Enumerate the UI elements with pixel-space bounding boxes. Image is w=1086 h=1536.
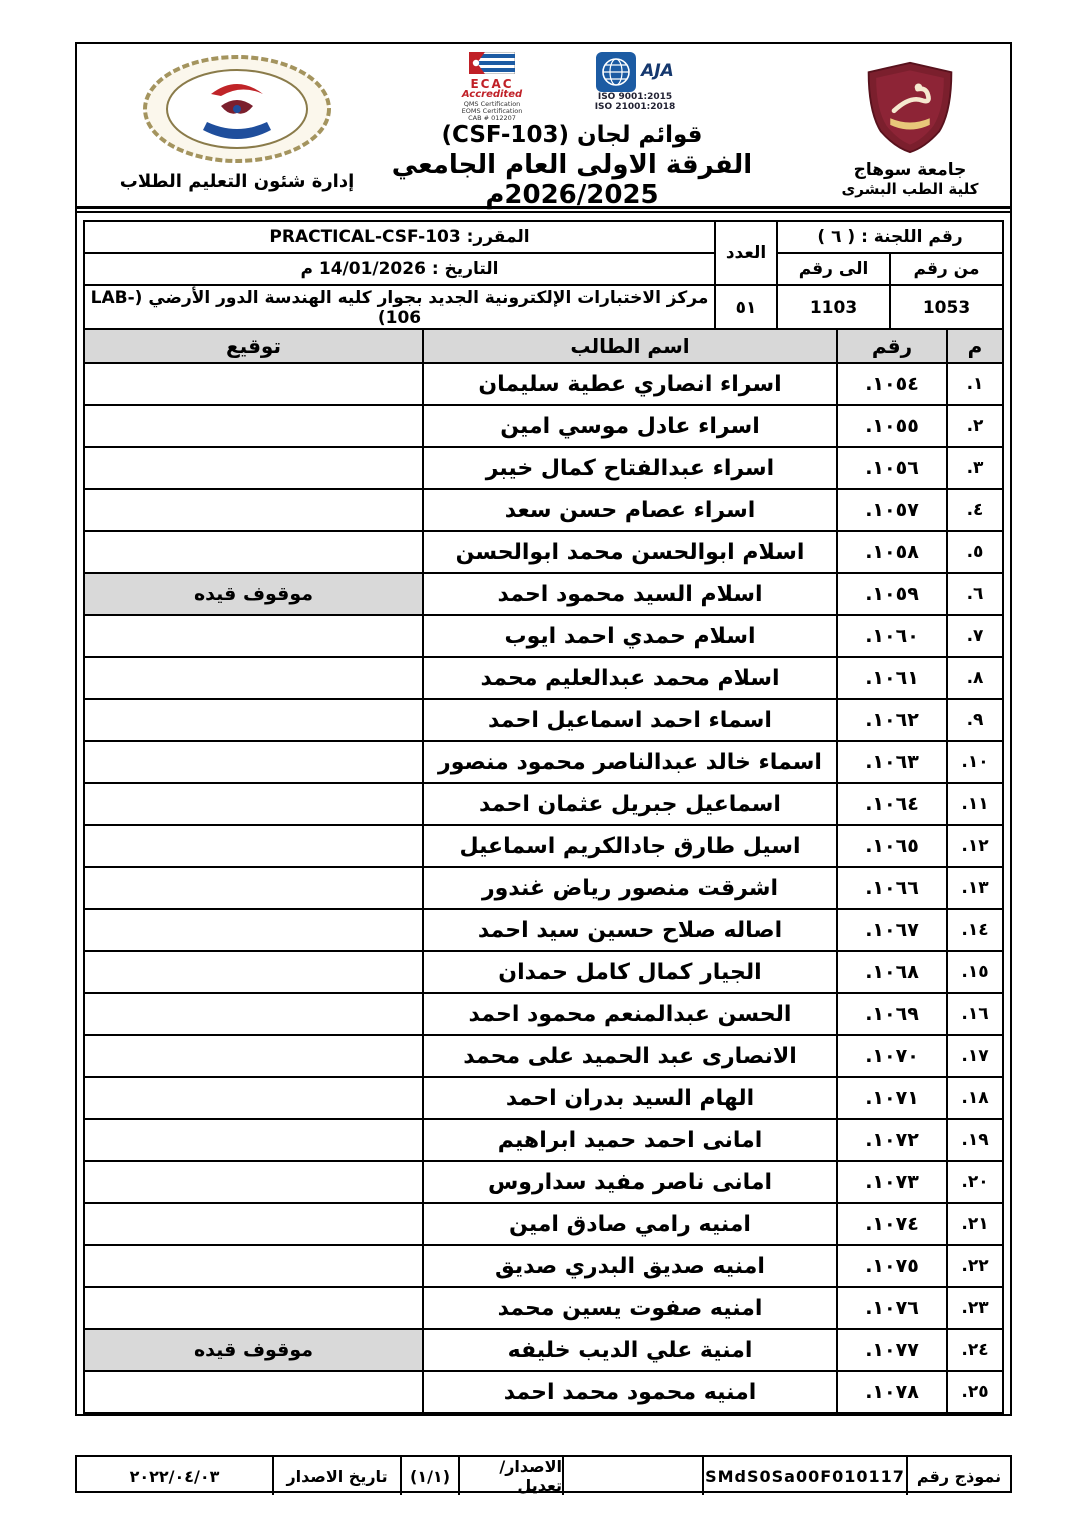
row-index: ١١. — [947, 783, 1003, 825]
row-number: ١٠٥٥. — [837, 405, 947, 447]
table-row — [84, 1287, 1003, 1329]
row-student-name: اسلام محمد عبدالعليم محمد — [423, 657, 837, 699]
students-table — [83, 328, 1004, 1414]
row-student-name: امنيه صفوت يسين محمد — [423, 1287, 837, 1329]
row-index: ٤. — [947, 489, 1003, 531]
table-row — [84, 993, 1003, 1035]
row-number: ١٠٧٤. — [837, 1203, 947, 1245]
row-signature — [84, 405, 423, 447]
row-index: ١. — [947, 363, 1003, 405]
row-number: ١٠٦٠. — [837, 615, 947, 657]
page-frame — [75, 42, 1012, 1416]
row-number: ١٠٦١. — [837, 657, 947, 699]
row-student-name: اسراء انصاري عطية سليمان — [423, 363, 837, 405]
committee-number: رقم اللجنة : ( ٦ ) — [777, 221, 1003, 253]
row-index: ٢٠. — [947, 1161, 1003, 1203]
row-student-name: امنية علي الديب خليفه — [423, 1329, 837, 1371]
row-index: ٢٣. — [947, 1287, 1003, 1329]
exam-location: مركز الاختبارات الإلكترونية الجديد بجوار كليه الهندسة الدور الأرضي (LAB-106) — [84, 285, 715, 331]
row-signature — [84, 531, 423, 573]
row-student-name: الهام السيد بدران احمد — [423, 1077, 837, 1119]
table-row — [84, 615, 1003, 657]
table-row — [84, 657, 1003, 699]
row-signature — [84, 699, 423, 741]
row-student-name: اصاله صلاح حسين سيد احمد — [423, 909, 837, 951]
row-student-name: امانى احمد حميد ابراهيم — [423, 1119, 837, 1161]
form-number-label: نموذج رقم — [906, 1457, 1010, 1495]
row-index: ١٢. — [947, 825, 1003, 867]
row-number: ١٠٧٢. — [837, 1119, 947, 1161]
ecac-cert-line: EOMS Certification — [461, 106, 523, 115]
row-student-name: اسماء احمد اسماعيل احمد — [423, 699, 837, 741]
from-number-label: من رقم — [890, 253, 1003, 285]
col-header-index: م — [947, 329, 1003, 363]
issue-date-value: ٢٠٢٢/٠٤/٠٣ — [129, 1466, 220, 1486]
row-index: ٩. — [947, 699, 1003, 741]
row-student-name: امنيه صديق البدري صديق — [423, 1245, 837, 1287]
count-label: العدد — [715, 221, 777, 285]
row-student-name: اسلام السيد محمود احمد — [423, 573, 837, 615]
row-number: ١٠٦٣. — [837, 741, 947, 783]
row-signature — [84, 1161, 423, 1203]
row-index: ٨. — [947, 657, 1003, 699]
row-signature — [84, 447, 423, 489]
row-signature: موقوف قيده — [84, 1329, 423, 1371]
table-row — [84, 867, 1003, 909]
col-header-signature: توقيع — [84, 329, 423, 363]
row-number: ١٠٧٨. — [837, 1371, 947, 1413]
table-row — [84, 1371, 1003, 1413]
ecac-name: ECAC — [470, 76, 514, 91]
table-row — [84, 909, 1003, 951]
row-signature — [84, 867, 423, 909]
revision-label: الاصدار/تعديل — [458, 1457, 562, 1495]
row-signature — [84, 1371, 423, 1413]
row-index: ٧. — [947, 615, 1003, 657]
sohag-university-shield-icon — [862, 60, 958, 154]
document-header — [77, 44, 1010, 210]
faculty-name: كلية الطب البشرى — [841, 180, 979, 198]
aja-globe-icon — [596, 52, 636, 92]
from-number-value: 1053 — [890, 285, 1003, 331]
row-student-name: اسراء عادل موسي امين — [423, 405, 837, 447]
row-student-name: اسماء خالد عبدالناصر محمود منصور — [423, 741, 837, 783]
table-row — [84, 1035, 1003, 1077]
ecac-cert-line: QMS Certification — [463, 99, 521, 108]
row-student-name: اسلام ابوالحسن محمد ابوالحسن — [423, 531, 837, 573]
row-number: ١٠٥٦. — [837, 447, 947, 489]
row-index: ٢٤. — [947, 1329, 1003, 1371]
aja-registrars-logo — [570, 52, 700, 113]
footer-empty-cell — [562, 1457, 702, 1495]
row-number: ١٠٧٥. — [837, 1245, 947, 1287]
document-footer — [75, 1455, 1012, 1493]
row-signature — [84, 1287, 423, 1329]
university-logo-block — [826, 60, 994, 198]
students-tbody — [84, 363, 1003, 1413]
exam-date: التاريخ : 14/01/2026 م — [84, 253, 715, 285]
row-number: ١٠٧١. — [837, 1077, 947, 1119]
row-number: ١٠٦٤. — [837, 783, 947, 825]
table-row — [84, 783, 1003, 825]
row-signature — [84, 657, 423, 699]
row-index: ١٩. — [947, 1119, 1003, 1161]
row-index: ١٦. — [947, 993, 1003, 1035]
row-number: ١٠٦٨. — [837, 951, 947, 993]
table-row — [84, 1119, 1003, 1161]
row-index: ٥. — [947, 531, 1003, 573]
row-signature — [84, 909, 423, 951]
row-student-name: اسماعيل جبريل عثمان احمد — [423, 783, 837, 825]
row-student-name: الحسن عبدالمنعم محمود احمد — [423, 993, 837, 1035]
row-index: ١٨. — [947, 1077, 1003, 1119]
table-row — [84, 489, 1003, 531]
aja-iso-line: ISO 21001:2018 — [594, 102, 676, 113]
exam-info-table — [83, 220, 1004, 332]
count-value: ٥١ — [715, 285, 777, 331]
table-row — [84, 1245, 1003, 1287]
aja-iso-line: ISO 9001:2015 — [597, 92, 673, 102]
row-number: ١٠٧٦. — [837, 1287, 947, 1329]
table-row — [84, 531, 1003, 573]
row-index: ١٧. — [947, 1035, 1003, 1077]
certification-logos-row — [377, 52, 767, 122]
row-index: ١٤. — [947, 909, 1003, 951]
row-index: ١٥. — [947, 951, 1003, 993]
row-index: ٢٢. — [947, 1245, 1003, 1287]
row-number: ١٠٥٩. — [837, 573, 947, 615]
row-number: ١٠٥٨. — [837, 531, 947, 573]
table-row — [84, 1077, 1003, 1119]
row-signature: موقوف قيده — [84, 573, 423, 615]
university-name: جامعة سوهاج — [853, 160, 967, 180]
row-student-name: اشرقت منصور رياض غندور — [423, 867, 837, 909]
row-student-name: الجيار كمال كامل حمدان — [423, 951, 837, 993]
row-signature — [84, 363, 423, 405]
table-row — [84, 405, 1003, 447]
row-signature — [84, 489, 423, 531]
table-row — [84, 1329, 1003, 1371]
row-signature — [84, 993, 423, 1035]
to-number-value: 1103 — [777, 285, 890, 331]
row-number: ١٠٧٠. — [837, 1035, 947, 1077]
form-code: SMdS0Sa00F010117 — [702, 1457, 906, 1495]
row-index: ٢١. — [947, 1203, 1003, 1245]
ecac-accreditation-logo — [444, 52, 540, 121]
row-number: ١٠٦٥. — [837, 825, 947, 867]
row-signature — [84, 1119, 423, 1161]
row-number: ١٠٦٢. — [837, 699, 947, 741]
ecac-accredited-label: Accredited — [461, 89, 523, 101]
row-index: ٢٥. — [947, 1371, 1003, 1413]
faculty-seal-block — [103, 54, 371, 192]
table-row — [84, 951, 1003, 993]
row-student-name: اسراء عصام حسن سعد — [423, 489, 837, 531]
table-row — [84, 363, 1003, 405]
to-number-label: الى رقم — [777, 253, 890, 285]
faculty-of-medicine-seal-icon — [141, 54, 333, 164]
row-student-name: اسلام حمدي احمد ايوب — [423, 615, 837, 657]
row-signature — [84, 783, 423, 825]
row-number: ١٠٦٦. — [837, 867, 947, 909]
row-index: ٢. — [947, 405, 1003, 447]
row-number: ١٠٧٣. — [837, 1161, 947, 1203]
row-signature — [84, 615, 423, 657]
row-signature — [84, 741, 423, 783]
row-index: ١٠. — [947, 741, 1003, 783]
row-student-name: امانى ناصر مفيد سداروس — [423, 1161, 837, 1203]
row-signature — [84, 1035, 423, 1077]
table-row — [84, 699, 1003, 741]
row-number: ١٠٥٤. — [837, 363, 947, 405]
row-signature — [84, 825, 423, 867]
row-student-name: امنيه رامي صادق امين — [423, 1203, 837, 1245]
row-index: ٦. — [947, 573, 1003, 615]
table-row — [84, 1161, 1003, 1203]
table-header-row — [84, 329, 1003, 363]
header-divider — [77, 206, 1010, 213]
table-row — [84, 573, 1003, 615]
header-center-block — [377, 52, 767, 210]
document-subtitle: الفرقة الاولى العام الجامعي 2026/2025م — [391, 150, 753, 210]
document-title: قوائم لجان (CSF-103) — [441, 122, 703, 148]
course-line: المقرر: PRACTICAL-CSF-103 — [84, 221, 715, 253]
ecac-flag-icon — [469, 52, 515, 74]
row-number: ١٠٦٩. — [837, 993, 947, 1035]
row-number: ١٠٧٧. — [837, 1329, 947, 1371]
row-signature — [84, 1203, 423, 1245]
row-student-name: الانصارى عبد الحميد على محمد — [423, 1035, 837, 1077]
row-signature — [84, 1245, 423, 1287]
col-header-number: رقم — [837, 329, 947, 363]
aja-name: AJA — [641, 61, 674, 82]
table-row — [84, 447, 1003, 489]
revision-value: (١/١) — [400, 1457, 458, 1495]
ecac-cert-line: CAB # 012207 — [468, 113, 516, 122]
table-row — [84, 1203, 1003, 1245]
row-signature — [84, 1077, 423, 1119]
row-number: ١٠٦٧. — [837, 909, 947, 951]
issue-date-label: تاريخ الاصدار — [272, 1457, 400, 1495]
row-student-name: امنيه محمود محمد احمد — [423, 1371, 837, 1413]
row-number: ١٠٥٧. — [837, 489, 947, 531]
department-line: إدارة شئون التعليم الطلاب — [119, 171, 355, 192]
row-signature — [84, 951, 423, 993]
table-row — [84, 741, 1003, 783]
row-student-name: اسيل طارق جادالكريم اسماعيل — [423, 825, 837, 867]
row-index: ١٣. — [947, 867, 1003, 909]
row-index: ٣. — [947, 447, 1003, 489]
table-row — [84, 825, 1003, 867]
col-header-student-name: اسم الطالب — [423, 329, 837, 363]
row-student-name: اسراء عبدالفتاح كمال خيبر — [423, 447, 837, 489]
